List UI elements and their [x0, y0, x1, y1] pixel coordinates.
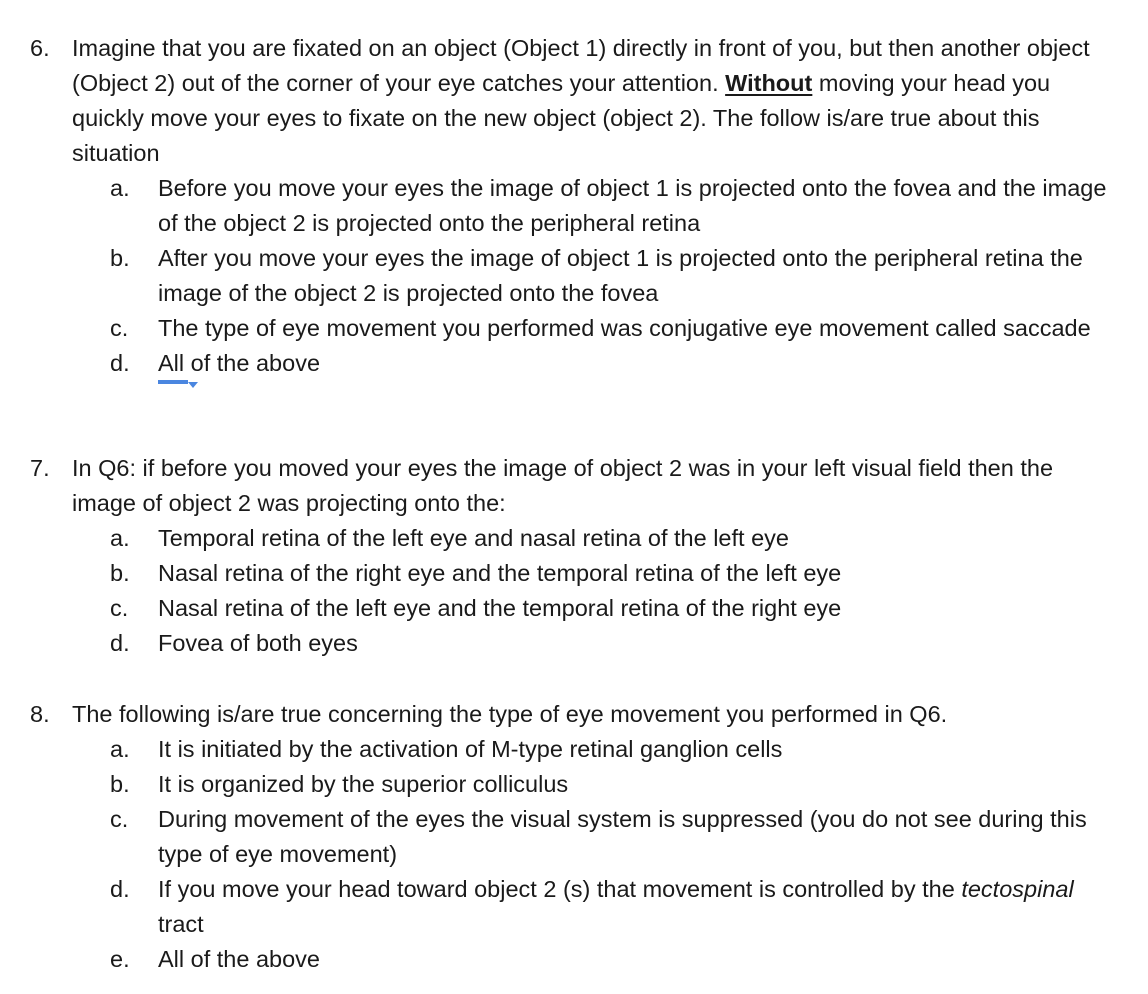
italic-term: tectospinal	[961, 876, 1074, 902]
option-letter: c.	[110, 315, 129, 341]
option-text: It is organized by the superior colliculus	[158, 771, 569, 797]
answer-option	[110, 521, 1120, 556]
question-8-stem	[30, 697, 1120, 732]
option-text: It is initiated by the activation of M-type retinal ganglion cells	[158, 736, 783, 762]
option-letter: d.	[110, 630, 130, 656]
option-text: All of the above	[158, 346, 1120, 381]
answer-option	[110, 556, 1120, 591]
answer-option	[110, 311, 1120, 346]
answer-options	[110, 521, 1120, 661]
answer-option	[110, 767, 1120, 802]
option-letter: e.	[110, 946, 130, 972]
option-text: After you move your eyes the image of object 1 is projected onto the peripheral retina the image of the object 2 is projected onto the fovea	[158, 245, 1083, 306]
answer-option	[110, 942, 1120, 977]
emphasis-word: Without	[725, 70, 813, 96]
question-6-stem	[30, 31, 1120, 171]
option-letter: d.	[110, 350, 130, 376]
option-text: Fovea of both eyes	[158, 630, 358, 656]
question-text: Imagine that you are fixated on an object (Object 1) directly in front of you, but then another object (Object 2) out of the corner of your eye catches your attention. Without moving your head you quickly move your eyes to fixate on the new object (object 2). The follow is/are true about this situation	[72, 35, 1090, 166]
option-text: Before you move your eyes the image of object 1 is projected onto the fovea and the image of the object 2 is projected onto the peripheral retina	[158, 175, 1107, 236]
answer-option	[110, 171, 1120, 241]
option-letter: b.	[110, 560, 130, 586]
spelling-marker[interactable]: All	[158, 346, 184, 381]
option-text: Temporal retina of the left eye and nasal retina of the left eye	[158, 525, 789, 551]
option-letter: a.	[110, 525, 130, 551]
option-text: The type of eye movement you performed was conjugative eye movement called saccade	[158, 315, 1091, 341]
option-text: If you move your head toward object 2 (s) that movement is controlled by the tectospinal tract	[158, 876, 1074, 937]
answer-option	[110, 346, 1120, 381]
answer-options	[110, 171, 1120, 381]
option-letter: b.	[110, 771, 130, 797]
option-text: Nasal retina of the left eye and the temporal retina of the right eye	[158, 595, 842, 621]
option-letter: c.	[110, 595, 129, 621]
answer-option	[110, 732, 1120, 767]
question-text: The following is/are true concerning the type of eye movement you performed in Q6.	[72, 701, 948, 727]
answer-option	[110, 591, 1120, 626]
question-number: 7.	[30, 455, 50, 481]
option-text: During movement of the eyes the visual system is suppressed (you do not see during this type of eye movement)	[158, 806, 1087, 867]
question-8	[30, 697, 1120, 977]
option-letter: d.	[110, 876, 130, 902]
answer-option	[110, 872, 1120, 942]
option-letter: a.	[110, 175, 130, 201]
answer-options	[110, 732, 1120, 977]
question-number: 6.	[30, 35, 50, 61]
spelling-marker-arrow-icon	[188, 382, 198, 388]
option-letter: b.	[110, 245, 130, 271]
question-number: 8.	[30, 701, 50, 727]
answer-option	[110, 626, 1120, 661]
question-7	[30, 451, 1120, 661]
option-text: All of the above	[158, 946, 320, 972]
option-text: Nasal retina of the right eye and the temporal retina of the left eye	[158, 560, 842, 586]
answer-option	[110, 241, 1120, 311]
option-letter: a.	[110, 736, 130, 762]
answer-option	[110, 802, 1120, 872]
question-text: In Q6: if before you moved your eyes the image of object 2 was in your left visual field then the image of object 2 was projecting onto the:	[72, 455, 1054, 516]
question-7-stem	[30, 451, 1120, 521]
option-letter: c.	[110, 806, 129, 832]
question-6	[30, 31, 1120, 381]
